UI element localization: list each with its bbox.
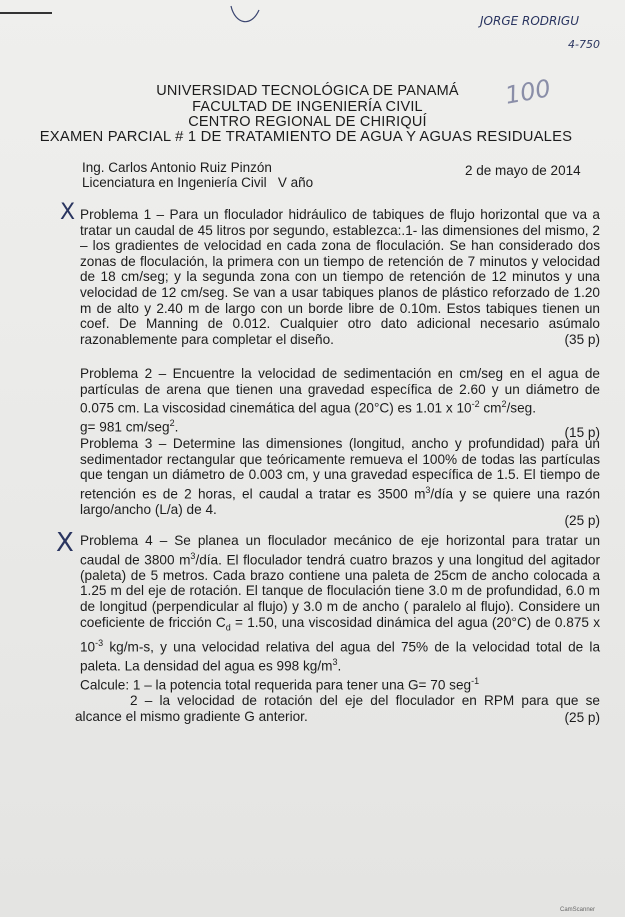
problem-2-points: (15 p) (564, 425, 600, 441)
problem-2 (80, 366, 600, 441)
problem-4-points: (25 p) (564, 710, 600, 726)
x-mark-1: X (60, 200, 76, 225)
problem-3-points: (25 p) (564, 512, 600, 528)
pen-stroke (0, 12, 52, 14)
problem-4-text: Problema 4 – Se planea un floculador mecánico de eje horizontal para tratar un caudal de 3800 $m^3$/día. El floculador tendrá cuatro brazos y una longitud del agitador (paleta) de 5 metros. Cada brazo contiene una paleta de 25cm de ancho colocada a 1.25 m del eje de rotación. El tanque de floculación tiene 3.0 m de profundidad, 6.0 m de longitud (perpendicular al flujo) y 3.0 m de ancho ( paralelo al flujo). Considere un coeficiente de fricción $C_d = 1.50$, una viscosidad dinámica del agua (20°C) de 0.875 x $10^{-3}$ kg/m-s, y una velocidad relativa del agua del 75% de la velocidad total de la paleta. La densidad del agua es 998 $kg/m^3$. (80, 533, 600, 674)
year-label: V año (277, 175, 314, 190)
student-id: 4-750 (568, 38, 600, 51)
problem-3 (80, 436, 600, 528)
problem-1-points: (35 p) (560, 332, 600, 348)
problem-1 (80, 207, 600, 347)
problem-2-text: Problema 2 – Encuentre la velocidad de sedimentación en cm/seg en el agua de partículas de arena que tienen una gravedad específica de 2.60 y un diámetro de 0.075 cm. La viscosidad cinemática del agua (20°C) es 1.01 x $10^{-2}$ $cm^2$/seg. g= 981 cm/seg$^2$. (80, 366, 600, 435)
program-name (82, 175, 313, 190)
regional-center: CENTRO REGIONAL DE CHIRIQUÍ (188, 114, 427, 130)
problem-4-calc-2: 2 – la velocidad de rotación del eje del floculador en RPM para que se alcance el mismo gradiente G anterior. (75, 693, 600, 724)
university-name: UNIVERSIDAD TECNOLÓGICA DE PANAMÁ (156, 83, 459, 99)
pen-squiggle (225, 2, 265, 32)
problem-3-text: Problema 3 – Determine las dimensiones (longitud, ancho y profundidad) para un sedimentador rectangular que teóricamente remueva el 100% de todas las partículas que tengan un diámetro de 0.003 cm, y una gravedad específica de 1.5. El tiempo de retención es de 2 horas, el caudal a tratar es 3500 $m^3$/día y se quiere una razón largo/ancho (L/a) de 4. (80, 436, 600, 517)
faculty-name: FACULTAD DE INGENIERÍA CIVIL (192, 99, 423, 115)
scanner-watermark: CamScanner (559, 907, 595, 913)
problem-4-calc-1: Calcule: 1 – la potencia total requerida para tener una G= 70 seg$^{-1}$ (80, 676, 480, 693)
x-mark-2: X (56, 528, 74, 558)
program-label: Licenciatura en Ingeniería Civil (82, 175, 267, 190)
student-name: JORGE RODRIGU (480, 14, 579, 28)
problem-1-text: Problema 1 – Para un floculador hidráulico de tabiques de flujo horizontal que va a tratar un caudal de 45 litros por segundo, establezca:.1- las dimensiones del mismo, 2 – los gradientes de velocidad en cada zona de floculación. Se han considerado dos zonas de floculación, la primera con un tiempo de retención de 7 minutos y velocidad de 18 cm/seg; y la segunda zona con un tiempo de retención de 12 minutos y una velocidad de 12 cm/seg. Se van a usar tabiques planos de plástico reforzado de 1.20 m de alto y 2.40 m de largo con un borde libre de 0.10m. Estos tabiques tienen un coef. De Manning de 0.012. Cualquier otro dato adicional necesario asúmalo razonablemente para completar el diseño. (80, 207, 600, 347)
professor-name: Ing. Carlos Antonio Ruiz Pinzón (82, 160, 272, 175)
exam-date: 2 de mayo de 2014 (465, 163, 581, 178)
exam-title: EXAMEN PARCIAL # 1 DE TRATAMIENTO DE AGUA Y AGUAS RESIDUALES (39, 129, 573, 145)
grade-mark: 100 (502, 74, 553, 110)
problem-4 (75, 533, 600, 726)
